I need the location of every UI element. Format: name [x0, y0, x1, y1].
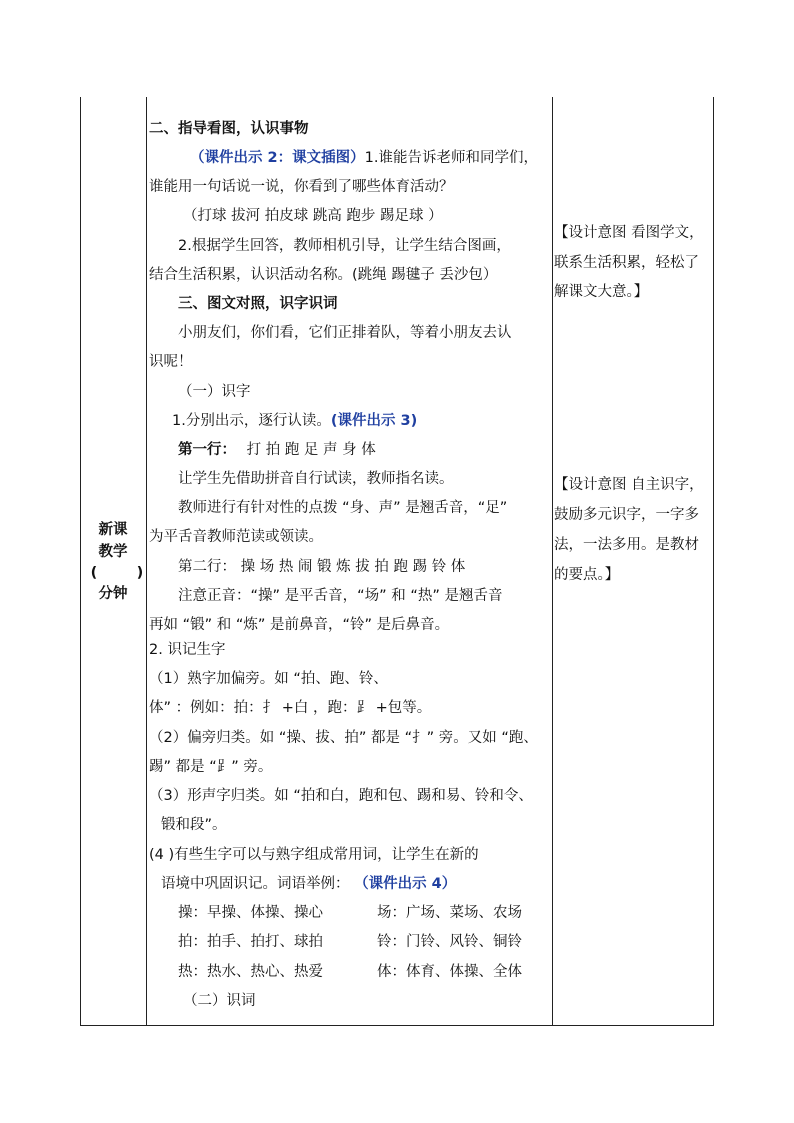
- paragraph-7-line1: 注意正音：“操” 是平舌音，“场” 和 “热” 是翘舌音: [178, 588, 503, 604]
- paragraph-8-line1: （1）熟字加偏旁。如 “拍、跑、铃、: [149, 671, 388, 687]
- courseware-note-4: （课件出示 4）: [354, 876, 457, 892]
- character-row-1-chars: 打 拍 跑 足 声 身 体: [246, 442, 376, 458]
- design-intent-2-line3: 法，一法多用。是教材: [554, 537, 699, 553]
- paragraph-4-text: 1.分别出示，逐行认读。: [172, 413, 331, 429]
- paragraph-2-line2: 结合生活积累，认识活动名称。(跳绳 踢毽子 丢沙包）: [149, 267, 498, 283]
- paragraph-8-line2: 体” ：例如：拍：扌 +白 ，跑：⻊ +包等。: [149, 700, 432, 716]
- paragraph-2-line1: 2.根据学生回答，教师相机引导，让学生结合图画，: [178, 238, 511, 254]
- paragraph-11-line2: [161, 874, 456, 894]
- courseware-note-2: （课件出示 2：课文插图）: [190, 150, 365, 166]
- courseware-note-3: (课件出示 3): [330, 413, 418, 429]
- paragraph-3-line1: 小朋友们，你们看，它们正排着队，等着小朋友去认: [178, 325, 512, 341]
- design-intent-2-line1: 【设计意图 自主识字，: [554, 477, 704, 493]
- paragraph-9-line2: 踢” 都是 “⻊” 旁。: [149, 759, 273, 775]
- character-row-2-chars: 操 场 热 闹 锻 炼 拔 拍 跑 踢 铃 体: [240, 559, 466, 575]
- paragraph-11-text: 语境中巩固识记。词语举例：: [161, 876, 350, 892]
- word-example-right: 场：广场、菜场、农场: [377, 905, 522, 921]
- design-intent-2-line4: 的要点。】: [554, 567, 620, 583]
- table-border-right: [713, 97, 714, 1026]
- subheading-recognize-characters: （一）识字: [178, 384, 251, 400]
- paragraph-10-line1: （3）形声字归类。如 “拍和白，跑和包、踢和易、铃和令、: [149, 788, 533, 804]
- section-label-open: (: [90, 565, 98, 581]
- section-label-line2: 教学: [98, 544, 128, 560]
- paragraph-9-line1: （2）偏旁归类。如 “操、拔、拍” 都是 “扌” 旁。又如 “跑、: [149, 730, 538, 746]
- paragraph-3-line2: 识呢！: [149, 354, 193, 370]
- heading-text-picture-matching: 三、图文对照，识字识词: [178, 296, 338, 312]
- subheading-memorize-characters: 2. 识记生字: [149, 642, 226, 658]
- word-example-right: 体：体育、体操、全体: [377, 964, 522, 980]
- heading-look-at-picture: 二、指导看图，认识事物: [149, 121, 309, 137]
- word-example-right: 铃：门铃、风铃、铜铃: [377, 934, 522, 950]
- section-label-line1: 新课: [98, 522, 128, 538]
- design-intent-1-line2: 联系生活积累，轻松了: [554, 255, 699, 271]
- paragraph-1-line1: [190, 148, 538, 168]
- character-row-1-label: 第一行：: [178, 442, 236, 458]
- paragraph-4: [172, 411, 417, 431]
- paragraph-6-line1: 教师进行有针对性的点拨 “身、声” 是翘舌音，“足”: [178, 500, 508, 516]
- paragraph-1-text: 1.谁能告诉老师和同学们，: [364, 150, 538, 166]
- paragraph-6-line2: 为平舌音教师范读或领读。: [149, 529, 323, 545]
- paragraph-5: 让学生先借助拼音自行试读，教师指名读。: [178, 471, 454, 487]
- paragraph-1-line2: 谁能用一句话说一说，你看到了哪些体育活动？: [149, 179, 454, 195]
- design-intent-2-line2: 鼓励多元识字，一字多: [554, 507, 699, 523]
- word-example-left: 拍：拍手、拍打、球拍: [178, 934, 323, 950]
- section-label-line4: 分钟: [98, 586, 128, 602]
- character-row-2-label: 第二行：: [178, 559, 236, 575]
- word-example-left: 热：热水、热心、热爱: [178, 964, 323, 980]
- design-intent-1-line1: 【设计意图 看图学文，: [554, 225, 704, 241]
- paragraph-11-line1: (4 )有些生字可以与熟字组成常用词，让学生在新的: [149, 847, 479, 863]
- design-intent-1-line3: 解课文大意。】: [554, 284, 649, 300]
- paragraph-10-line2: 锻和段”。: [161, 817, 227, 833]
- character-row-2: [178, 557, 465, 577]
- paragraph-7-line2: 再如 “锻” 和 “炼” 是前鼻音，“铃” 是后鼻音。: [149, 617, 450, 633]
- word-example-left: 操：早操、体操、操心: [178, 905, 323, 921]
- paragraph-1-line3: （打球 拔河 拍皮球 跳高 跑步 踢足球 ）: [183, 208, 443, 224]
- section-label-close: ): [136, 565, 144, 581]
- character-row-1: [178, 440, 376, 460]
- subheading-recognize-words: （二）识词: [183, 993, 256, 1009]
- table-border-col2: [552, 97, 553, 1026]
- table-border-bottom: [80, 1025, 714, 1026]
